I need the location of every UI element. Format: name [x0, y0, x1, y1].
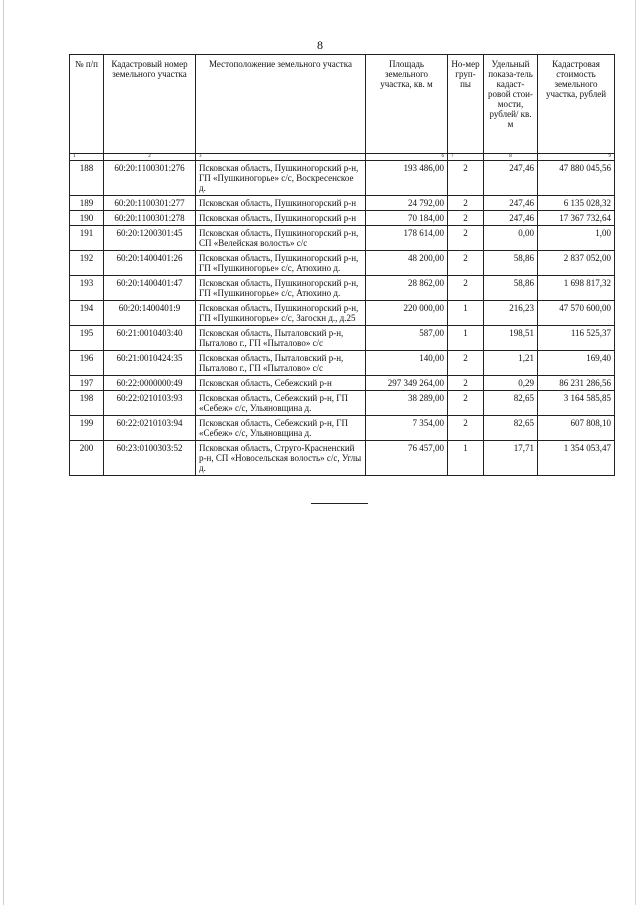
- group: 2: [448, 276, 484, 301]
- group: 1: [448, 326, 484, 351]
- area: 193 486,00: [366, 161, 448, 196]
- cadastral-value: 607 808,10: [538, 416, 615, 441]
- cadastral-value: 47 880 045,56: [538, 161, 615, 196]
- header-cadastral-value: Кадастровая стоимость земельного участка, рублей: [538, 55, 615, 154]
- area: 70 184,00: [366, 211, 448, 226]
- rate: 1,21: [484, 351, 538, 376]
- header-location: Местоположение земельного участка: [196, 55, 366, 154]
- cadastral-number: 60:20:1100301:278: [104, 211, 196, 226]
- group: 1: [448, 441, 484, 476]
- location: Псковская область, Пушкиногорский р-н, ГП «Пушкиногорье» с/с, Атюхино д.: [196, 251, 366, 276]
- rate: 0,29: [484, 376, 538, 391]
- area: 24 792,00: [366, 196, 448, 211]
- header-number: № п/п: [70, 55, 104, 154]
- area: 76 457,00: [366, 441, 448, 476]
- location: Псковская область, Себежский р-н: [196, 376, 366, 391]
- cadastral-value: 116 525,37: [538, 326, 615, 351]
- table-row: [70, 376, 615, 391]
- area: 140,00: [366, 351, 448, 376]
- row-number: 194: [70, 301, 104, 326]
- location: Псковская область, Пушкиногорский р-н, ГП «Пушкиногорье» с/с, Атюхино д.: [196, 276, 366, 301]
- row-number: 190: [70, 211, 104, 226]
- location: Псковская область, Пушкиногорский р-н, СП «Велейская волость» с/с: [196, 226, 366, 251]
- group: 1: [448, 301, 484, 326]
- area: 220 000,00: [366, 301, 448, 326]
- row-number: 192: [70, 251, 104, 276]
- column-number: 9: [538, 154, 615, 161]
- row-number: 189: [70, 196, 104, 211]
- rate: 247,46: [484, 211, 538, 226]
- header-area: Площадь земельного участка, кв. м: [366, 55, 448, 154]
- area: 178 614,00: [366, 226, 448, 251]
- scan-edge-left: [3, 0, 4, 905]
- row-number: 197: [70, 376, 104, 391]
- column-number: 8: [484, 154, 538, 161]
- column-number: 2: [104, 154, 196, 161]
- rate: 58,86: [484, 251, 538, 276]
- end-of-table-rule: [311, 503, 368, 504]
- location: Псковская область, Пыталовский р-н, Пыталово г., ГП «Пыталово» с/с: [196, 326, 366, 351]
- location: Псковская область, Пушкиногорский р-н: [196, 211, 366, 226]
- cadastral-number: 60:20:1400401:9: [104, 301, 196, 326]
- group: 2: [448, 391, 484, 416]
- cadastral-number: 60:23:0100303:52: [104, 441, 196, 476]
- rate: 198,51: [484, 326, 538, 351]
- rate: 247,46: [484, 196, 538, 211]
- location: Псковская область, Пушкиногорский р-н, ГП «Пушкиногорье» с/с, Воскресенское д.: [196, 161, 366, 196]
- group: 2: [448, 416, 484, 441]
- cadastral-value: 1 354 053,47: [538, 441, 615, 476]
- row-number: 193: [70, 276, 104, 301]
- area: 297 349 264,00: [366, 376, 448, 391]
- cadastral-number: 60:22:0210103:93: [104, 391, 196, 416]
- location: Псковская область, Пушкиногорский р-н, ГП «Пушкиногорье» с/с, Загоскн д., д.25: [196, 301, 366, 326]
- cadastral-value: 1,00: [538, 226, 615, 251]
- table-row: [70, 391, 615, 416]
- area: 587,00: [366, 326, 448, 351]
- rate: 216,23: [484, 301, 538, 326]
- column-number: 6: [366, 154, 448, 161]
- scan-edge-right: [635, 0, 636, 905]
- cadastral-value: 2 837 052,00: [538, 251, 615, 276]
- location: Псковская область, Пушкиногорский р-н: [196, 196, 366, 211]
- table-row: [70, 301, 615, 326]
- cadastral-number: 60:20:1100301:276: [104, 161, 196, 196]
- cadastral-value: 6 135 028,32: [538, 196, 615, 211]
- cadastral-number: 60:21:0010403:40: [104, 326, 196, 351]
- row-number: 198: [70, 391, 104, 416]
- table-row: [70, 351, 615, 376]
- rate: 82,65: [484, 416, 538, 441]
- page-number: 8: [317, 38, 323, 52]
- cadastral-number: 60:22:0000000:49: [104, 376, 196, 391]
- column-number: 3: [196, 154, 366, 161]
- group: 2: [448, 376, 484, 391]
- cadastral-value-table: [69, 54, 615, 476]
- column-number: 7: [448, 154, 484, 161]
- area: 7 354,00: [366, 416, 448, 441]
- cadastral-value: 169,40: [538, 351, 615, 376]
- column-number-row: [70, 154, 615, 161]
- cadastral-number: 60:20:1400401:26: [104, 251, 196, 276]
- row-number: 188: [70, 161, 104, 196]
- cadastral-number: 60:20:1100301:277: [104, 196, 196, 211]
- location: Псковская область, Пыталовский р-н, Пыталово г., ГП «Пыталово» с/с: [196, 351, 366, 376]
- rate: 247,46: [484, 161, 538, 196]
- area: 38 289,00: [366, 391, 448, 416]
- table-row: [70, 276, 615, 301]
- cadastral-number: 60:20:1400401:47: [104, 276, 196, 301]
- row-number: 199: [70, 416, 104, 441]
- table-row: [70, 161, 615, 196]
- table-row: [70, 226, 615, 251]
- group: 2: [448, 211, 484, 226]
- table-row: [70, 251, 615, 276]
- table-row: [70, 196, 615, 211]
- group: 2: [448, 226, 484, 251]
- table-row: [70, 211, 615, 226]
- cadastral-value: 86 231 286,56: [538, 376, 615, 391]
- row-number: 195: [70, 326, 104, 351]
- cadastral-number: 60:21:0010424:35: [104, 351, 196, 376]
- cadastral-number: 60:20:1200301:45: [104, 226, 196, 251]
- row-number: 196: [70, 351, 104, 376]
- group: 2: [448, 196, 484, 211]
- table-row: [70, 416, 615, 441]
- header-cadastral-number: Кадастровый номер земельного участка: [104, 55, 196, 154]
- cadastral-number: 60:22:0210103:94: [104, 416, 196, 441]
- group: 2: [448, 161, 484, 196]
- header-group: Но-мер груп-пы: [448, 55, 484, 154]
- location: Псковская область, Себежский р-н, ГП «Себеж» с/с, Ульяновщина д.: [196, 416, 366, 441]
- rate: 17,71: [484, 441, 538, 476]
- column-number: 1: [70, 154, 104, 161]
- group: 2: [448, 251, 484, 276]
- cadastral-value: 1 698 817,32: [538, 276, 615, 301]
- row-number: 200: [70, 441, 104, 476]
- table-row: [70, 441, 615, 476]
- location: Псковская область, Струго-Красненский р-н, СП «Новосельская волость» с/с, Углы д.: [196, 441, 366, 476]
- table-row: [70, 326, 615, 351]
- header-rate: Удельный показа-тель кадаст-ровой стои-мости, рублей/ кв. м: [484, 55, 538, 154]
- area: 48 200,00: [366, 251, 448, 276]
- area: 28 862,00: [366, 276, 448, 301]
- cadastral-value: 17 367 732,64: [538, 211, 615, 226]
- rate: 82,65: [484, 391, 538, 416]
- row-number: 191: [70, 226, 104, 251]
- cadastral-value: 47 570 600,00: [538, 301, 615, 326]
- location: Псковская область, Себежский р-н, ГП «Себеж» с/с, Ульяновщина д.: [196, 391, 366, 416]
- table-header-row: [70, 55, 615, 154]
- rate: 58,86: [484, 276, 538, 301]
- group: 2: [448, 351, 484, 376]
- rate: 0,00: [484, 226, 538, 251]
- cadastral-value: 3 164 585,85: [538, 391, 615, 416]
